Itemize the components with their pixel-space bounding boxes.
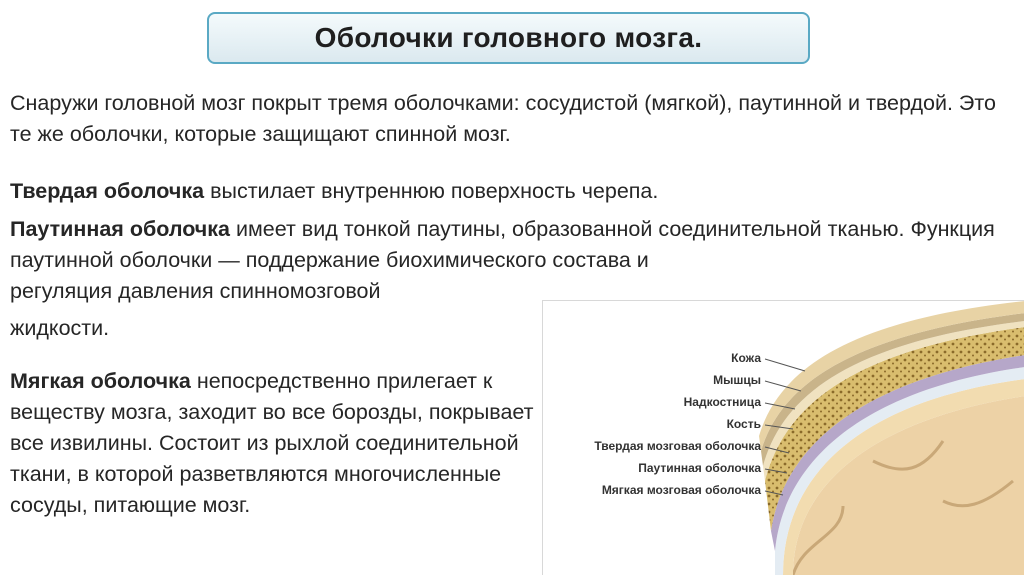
meninges-diagram (543, 301, 1024, 575)
meninges-illustration (542, 300, 1024, 575)
arachnoid-term: Паутинная оболочка (10, 217, 231, 241)
arachnoid-text-last: жидкости. (10, 316, 110, 340)
title-box (207, 12, 810, 64)
label-pia: Мягкая мозговая оболочка (601, 483, 761, 497)
hard-membrane-term: Твердая оболочка (10, 179, 205, 203)
pointer-line (765, 359, 805, 371)
label-dura: Твердая мозговая оболочка (594, 439, 761, 453)
hard-membrane-text: выстилает внутреннюю поверхность черепа. (204, 179, 659, 203)
label-muscles: Мышцы (713, 373, 761, 387)
arachnoid-text: имеет вид тонкой паутины, образованной соединительной тканью. Функция паутинной оболочки — поддержание биохимического состава и (10, 217, 995, 272)
arachnoid-text-tail: регуляция давления спинномозговой (10, 279, 381, 303)
label-arachnoid: Паутинная оболочка (638, 461, 761, 475)
intro-paragraph: Снаружи головной мозг покрыт тремя оболочками: сосудистой (мягкой), паутинной и твердой. Это те же оболочки, которые защищают спинной мозг. (10, 91, 996, 146)
label-bone: Кость (726, 417, 761, 431)
soft-membrane-paragraph (10, 366, 540, 521)
label-skin: Кожа (731, 351, 761, 365)
label-periosteum: Надкостница (683, 395, 761, 409)
soft-membrane-term: Мягкая оболочка (10, 369, 191, 393)
hard-membrane-paragraph (10, 176, 1010, 207)
page-title: Оболочки головного мозга. (314, 22, 703, 53)
soft-membrane-text: непосредственно прилегает к веществу мозга, заходит во все борозды, покрывает все извилины. Состоит из рыхлой соединительной ткани, в которой разветвляются многочисленные сосуды, питающие мозг. (10, 369, 534, 517)
